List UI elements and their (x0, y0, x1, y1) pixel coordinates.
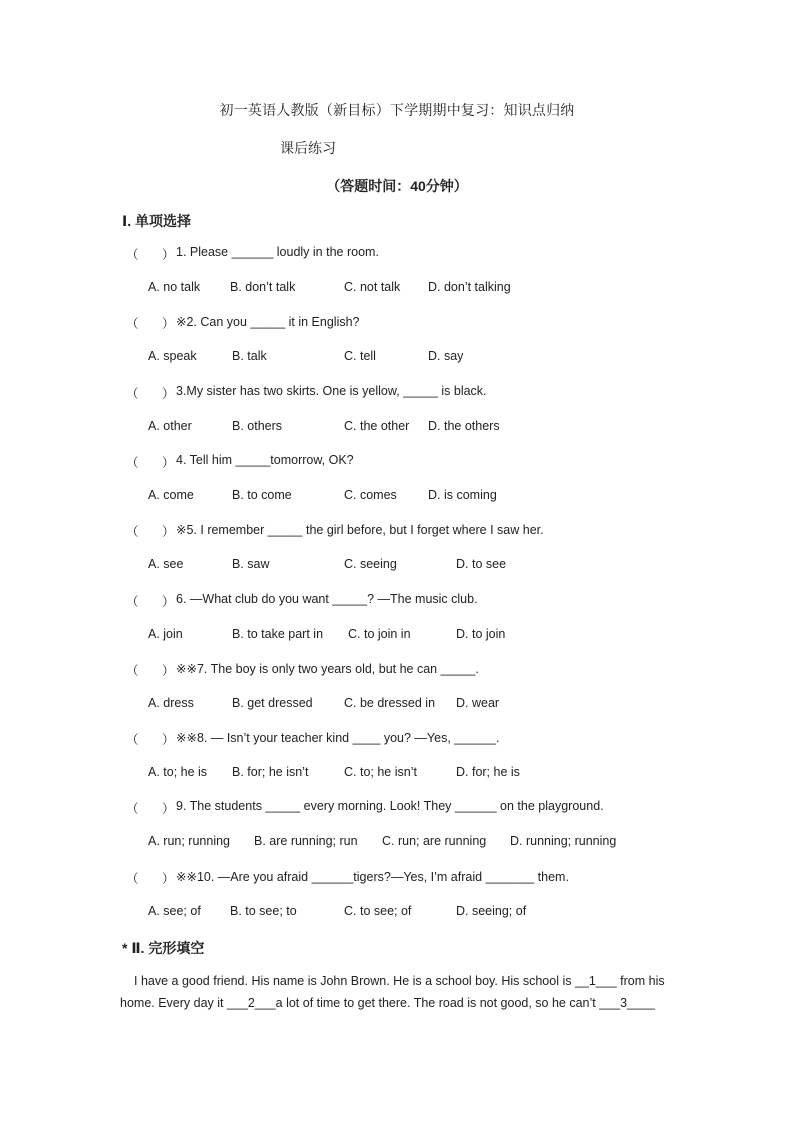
answer-paren-close: ） (162, 525, 175, 539)
answer-option: C. to see; of (344, 904, 412, 918)
answer-option: C. not talk (344, 280, 401, 294)
answer-option: B. talk (232, 349, 267, 363)
option-row (0, 557, 794, 577)
answer-option: C. seeing (344, 557, 397, 571)
answer-paren-close: ） (162, 456, 175, 470)
answer-paren-close: ） (162, 387, 175, 401)
answer-paren-open: （ (126, 456, 139, 470)
answer-paren-open: （ (126, 872, 139, 886)
answer-option: D. is coming (428, 488, 497, 502)
question-row (0, 661, 794, 681)
option-row (0, 419, 794, 439)
answer-option: B. get dressed (232, 696, 313, 710)
answer-option: A. other (148, 419, 192, 433)
answer-paren-open: （ (126, 317, 139, 331)
answer-option: C. run; are running (382, 834, 487, 848)
document-subtitle: 课后练习 (280, 140, 336, 156)
answer-option: D. don’t talking (428, 280, 511, 294)
question-text: ※※10. —Are you afraid ______tigers?—Yes, I’m afraid _______ them. (176, 870, 569, 884)
answer-option: A. run; running (148, 834, 230, 848)
answer-option: B. are running; run (254, 834, 358, 848)
question-text: 4. Tell him _____tomorrow, OK? (176, 453, 354, 467)
question-row (0, 453, 794, 473)
answer-option: D. running; running (510, 834, 617, 848)
answer-option: B. to come (232, 488, 292, 502)
question-text: ※※8. — Isn’t your teacher kind ____ you? —Yes, ______. (176, 731, 500, 745)
answer-option: A. join (148, 627, 183, 641)
answer-option: C. to join in (348, 627, 411, 641)
question-text: 9. The students _____ every morning. Look! They ______ on the playground. (176, 799, 604, 813)
answer-option: C. the other (344, 419, 410, 433)
answer-option: C. to; he isn’t (344, 765, 417, 779)
answer-option: B. don’t talk (230, 280, 296, 294)
question-text: 6. —What club do you want _____? —The music club. (176, 592, 478, 606)
answer-paren-close: ） (162, 872, 175, 886)
answer-option: D. the others (428, 419, 500, 433)
question-row (0, 314, 794, 334)
question-row (0, 799, 794, 819)
answer-paren-open: （ (126, 525, 139, 539)
answer-option: D. wear (456, 696, 500, 710)
answer-option: A. see; of (148, 904, 201, 918)
answer-option: A. no talk (148, 280, 201, 294)
question-text: ※※7. The boy is only two years old, but he can _____. (176, 662, 479, 676)
answer-option: D. for; he is (456, 765, 520, 779)
answer-option: A. to; he is (148, 765, 208, 779)
answer-option: C. be dressed in (344, 696, 436, 710)
question-row (0, 730, 794, 750)
option-row (0, 488, 794, 508)
question-row (0, 384, 794, 404)
answer-option: B. saw (232, 557, 270, 571)
answer-paren-open: （ (126, 595, 139, 609)
answer-paren-open: （ (126, 733, 139, 747)
option-row (0, 349, 794, 369)
answer-paren-open: （ (126, 802, 139, 816)
answer-option: A. dress (148, 696, 194, 710)
option-row (0, 834, 794, 854)
answer-option: B. for; he isn’t (232, 765, 309, 779)
answer-paren-open: （ (126, 664, 139, 678)
answer-paren-open: （ (126, 248, 139, 262)
answer-option: C. tell (344, 349, 376, 363)
question-row (0, 245, 794, 265)
answer-option: A. speak (148, 349, 197, 363)
answer-paren-close: ） (162, 317, 175, 331)
answer-option: A. see (148, 557, 184, 571)
answer-paren-close: ） (162, 248, 175, 262)
answer-option: D. say (428, 349, 464, 363)
option-row (0, 280, 794, 300)
answer-option: B. to see; to (230, 904, 297, 918)
document-title: 初一英语人教版（新目标）下学期期中复习：知识点归纳 (219, 102, 575, 118)
option-row (0, 765, 794, 785)
answer-option: C. comes (344, 488, 397, 502)
answer-option: D. seeing; of (456, 904, 527, 918)
answer-option: D. to see (456, 557, 507, 571)
answer-paren-close: ） (162, 733, 175, 747)
section-heading-cloze: * Ⅱ. 完形填空 (122, 940, 205, 956)
answer-option: D. to join (456, 627, 506, 641)
question-row (0, 592, 794, 612)
question-text: 1. Please ______ loudly in the room. (176, 245, 379, 259)
answer-paren-close: ） (162, 595, 175, 609)
option-row (0, 904, 794, 924)
question-text: ※5. I remember _____ the girl before, but I forget where I saw her. (176, 523, 544, 537)
option-row (0, 627, 794, 647)
question-row (0, 869, 794, 889)
question-row (0, 522, 794, 542)
question-text: ※2. Can you _____ it in English? (176, 315, 360, 329)
cloze-paragraph: I have a good friend. His name is John Brown. He is a school boy. His school is __1___ from his home. Every day it ___2___a lot of time to get there. The road is not good, so he can’t ___3____ (120, 974, 665, 1010)
option-row (0, 696, 794, 716)
question-text: 3.My sister has two skirts. One is yellow, _____ is black. (176, 384, 487, 398)
answer-option: A. come (148, 488, 194, 502)
answer-paren-close: ） (162, 802, 175, 816)
answer-option: B. others (232, 419, 283, 433)
answer-paren-open: （ (126, 387, 139, 401)
answer-paren-close: ） (162, 664, 175, 678)
answer-time: （答题时间：40分钟） (326, 178, 468, 194)
section-heading-multiple-choice: Ⅰ. 单项选择 (122, 213, 191, 229)
answer-option: B. to take part in (232, 627, 324, 641)
